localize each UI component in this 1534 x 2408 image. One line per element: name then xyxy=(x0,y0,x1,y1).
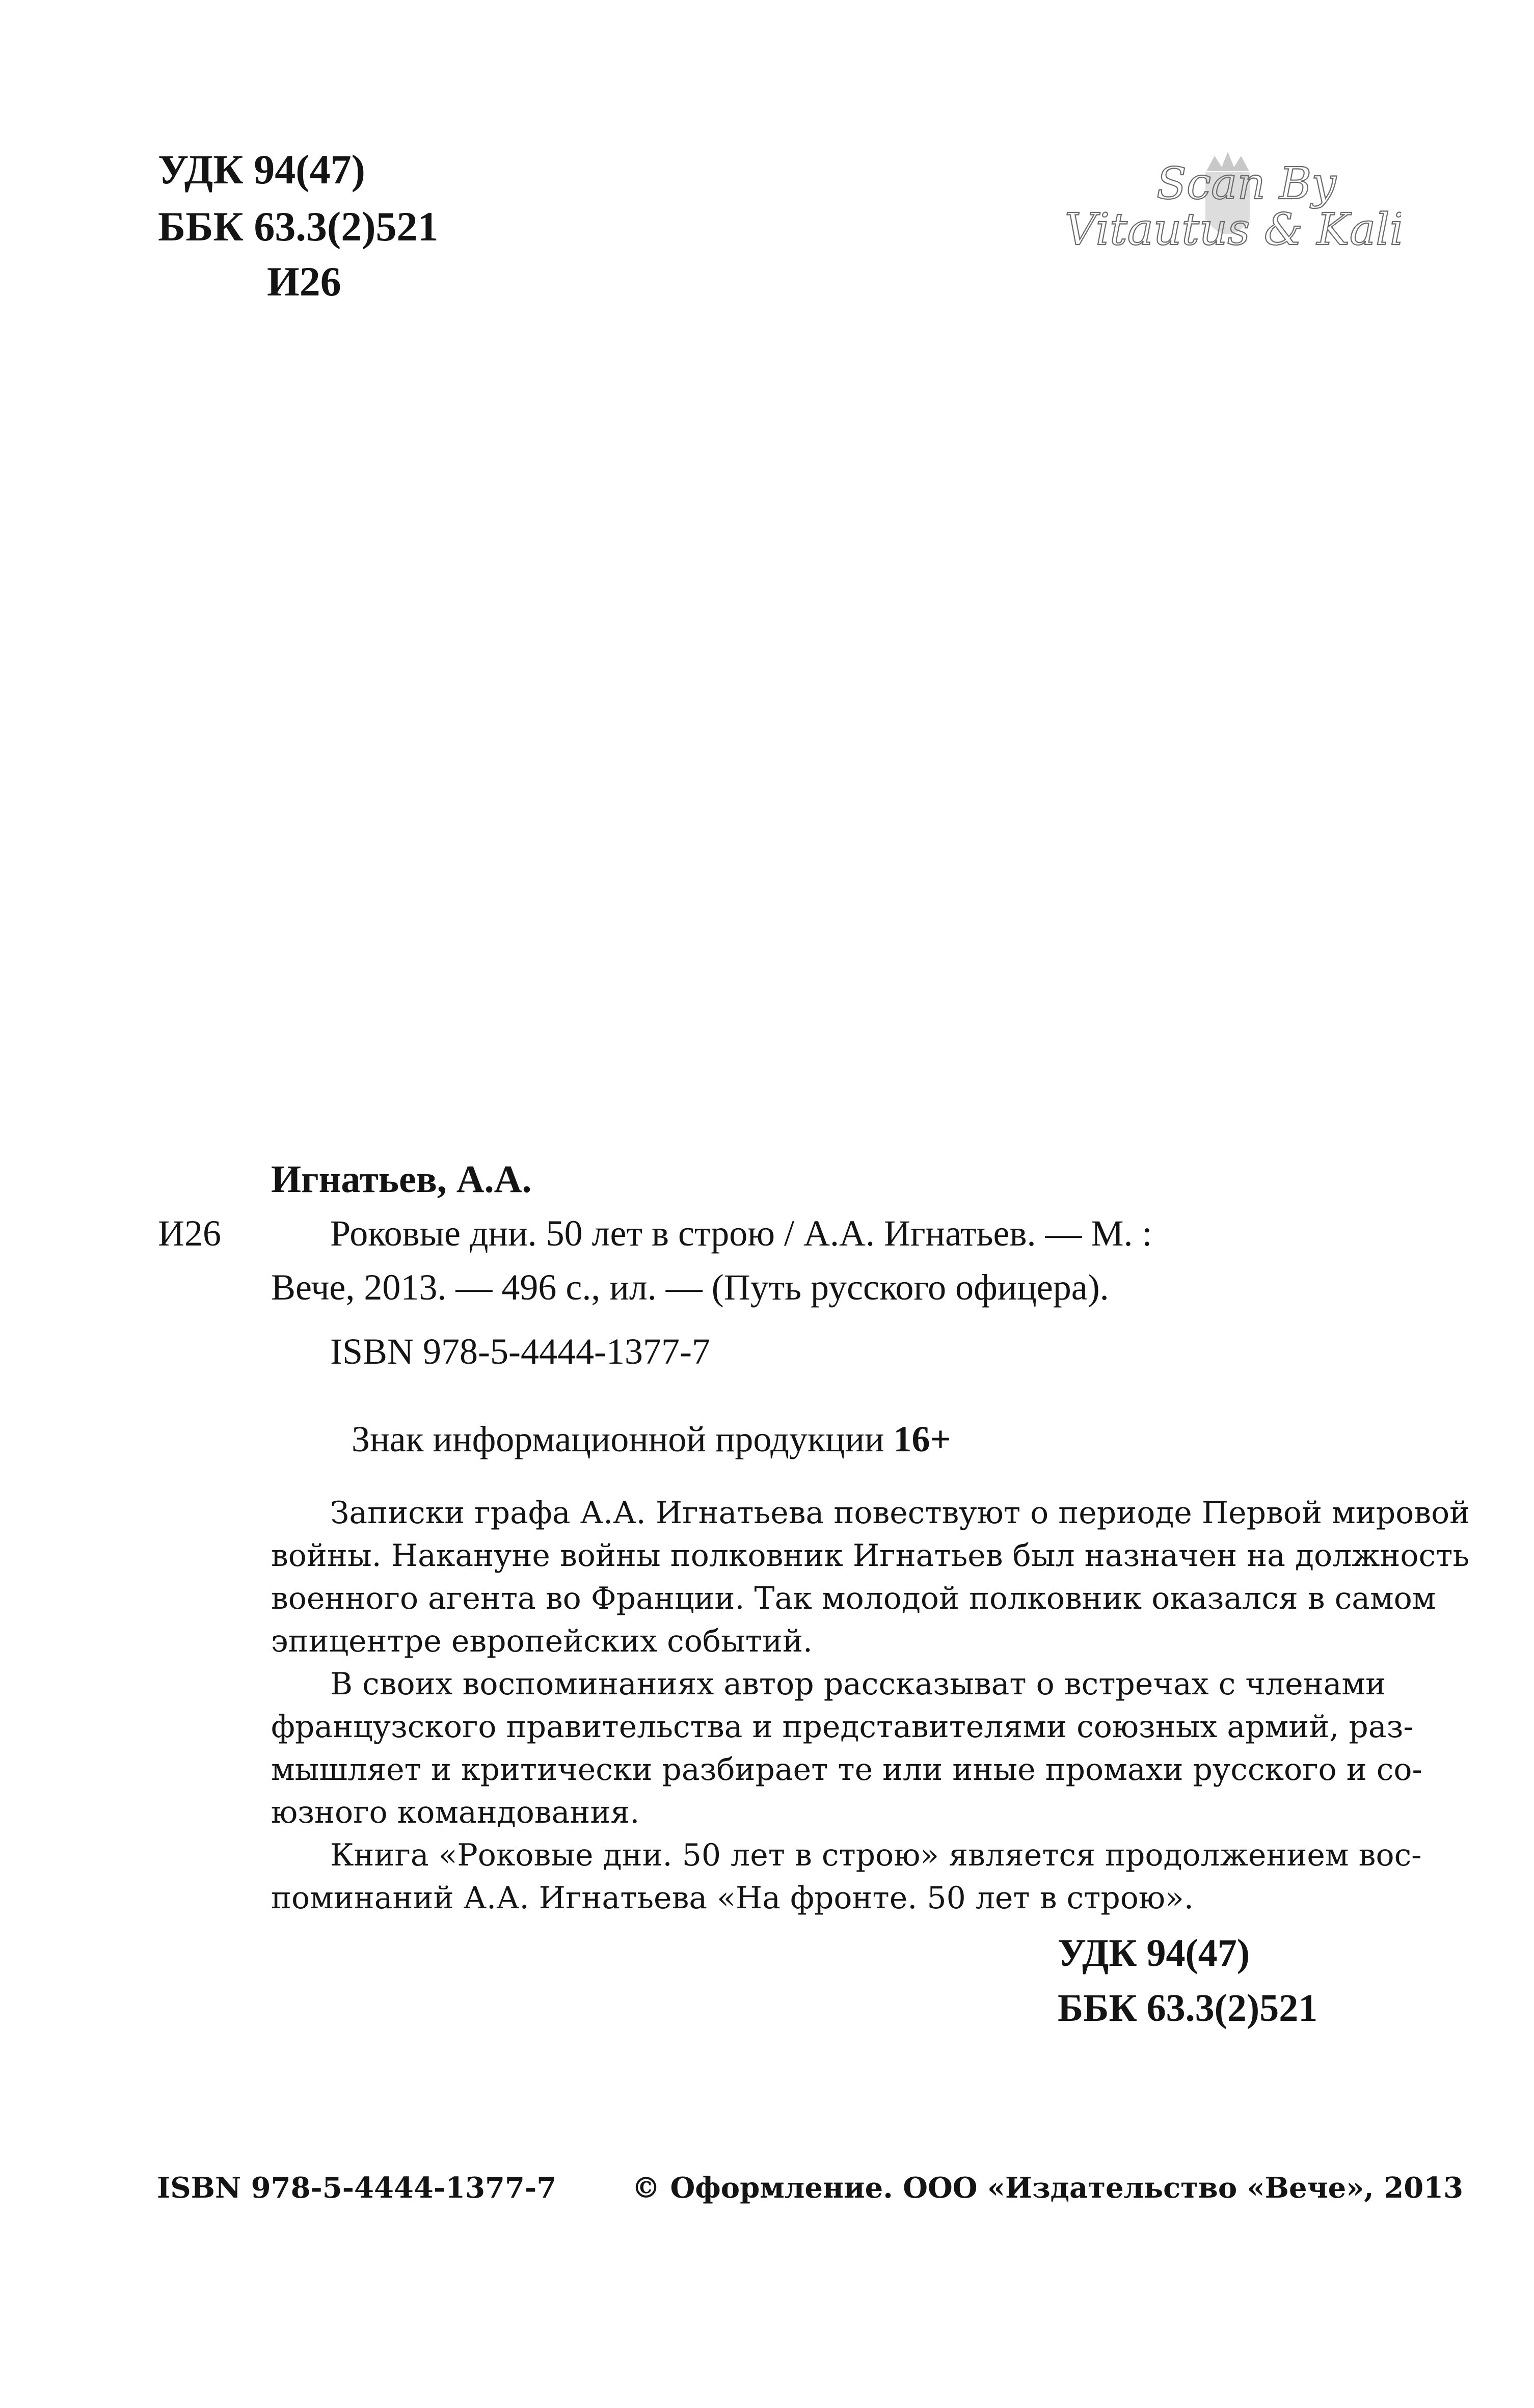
p3-line-2: поминаний А.А. Игнатьева «На фронте. 50 лет в строю». xyxy=(271,1880,1194,1916)
author-mark: И26 xyxy=(267,258,341,305)
p1-line-1: Записки графа А.А. Игнатьева повествуют о периоде Первой мировой xyxy=(330,1495,1470,1531)
paragraph-2 xyxy=(271,1663,1422,1834)
p2-line-2: французского правительства и представителями союзных армий, раз- xyxy=(271,1709,1414,1745)
p1-line-4: эпицентре европейских событий. xyxy=(271,1624,813,1659)
description xyxy=(271,1492,1470,1919)
svg-text:Vitautus & Kali: Vitautus & Kali xyxy=(1065,204,1401,255)
footer-copyright: © Оформление. ООО «Издательство «Вече», 2013 xyxy=(632,2171,1464,2205)
p1-line-3: военного агента во Франции. Так молодой полковник оказался в самом xyxy=(271,1581,1436,1616)
age-rating-value: 16+ xyxy=(893,1419,951,1459)
card-isbn: ISBN 978-5-4444-1377-7 xyxy=(330,1331,710,1372)
footer-isbn: ISBN 978-5-4444-1377-7 xyxy=(157,2171,557,2205)
card-title-line-2: Вече, 2013. — 496 с., ил. — (Путь русского офицера). xyxy=(271,1267,1109,1308)
p3-line-1: Книга «Роковые дни. 50 лет в строю» является продолжением вос- xyxy=(330,1837,1422,1873)
bottom-bbk-code: ББК 63.3(2)521 xyxy=(1058,1987,1318,2030)
udk-code: УДК 94(47) xyxy=(158,146,365,193)
paragraph-1 xyxy=(271,1492,1470,1663)
scan-watermark xyxy=(1055,143,1401,275)
p1-line-2: войны. Накануне войны полковник Игнатьев был назначен на должность xyxy=(271,1538,1469,1574)
card-author: Игнатьев, А.А. xyxy=(271,1158,532,1201)
svg-text:Scan By: Scan By xyxy=(1156,158,1336,209)
p2-line-1: В своих воспоминаниях автор рассказыват о встречах с членами xyxy=(330,1666,1386,1702)
p2-line-4: юзного командования. xyxy=(271,1795,640,1830)
age-rating-label xyxy=(352,1418,951,1460)
bottom-udk-code: УДК 94(47) xyxy=(1058,1932,1250,1974)
p2-line-3: мышляет и критически разбирает те или иные промахи русского и со- xyxy=(271,1752,1422,1788)
age-rating-text: Знак информационной продукции xyxy=(352,1419,894,1459)
paragraph-3 xyxy=(271,1834,1422,1919)
card-title-line-1: Роковые дни. 50 лет в строю / А.А. Игнатьев. — М. : xyxy=(330,1213,1152,1254)
bbk-code: ББК 63.3(2)521 xyxy=(158,203,439,250)
card-mark: И26 xyxy=(158,1213,221,1254)
watermark-logo xyxy=(1055,143,1401,275)
